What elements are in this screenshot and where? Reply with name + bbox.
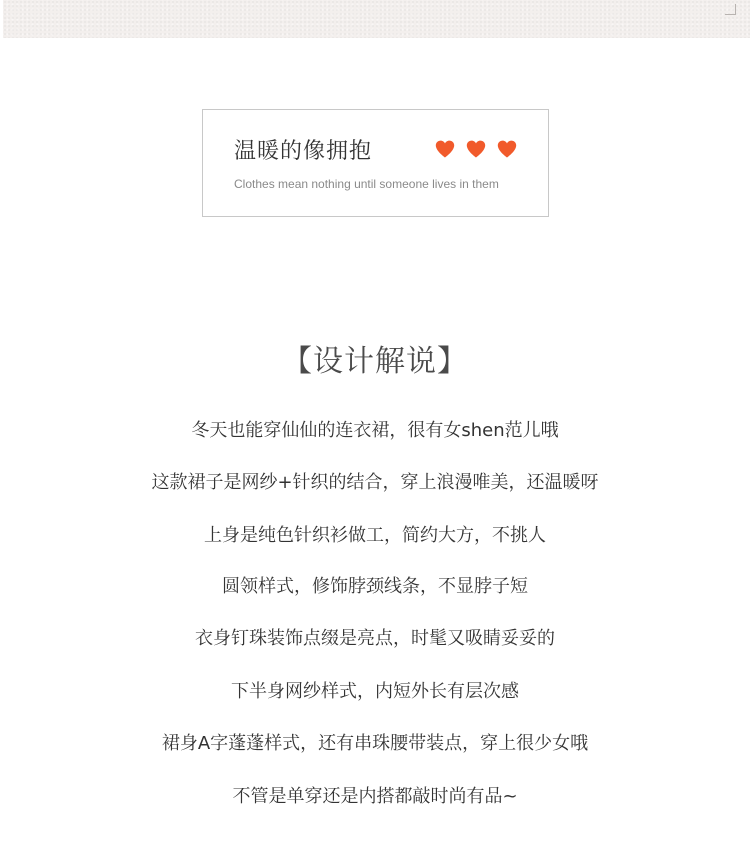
description-line: 裙身A字蓬蓬样式，还有串珠腰带装点，穿上很少女哦 bbox=[161, 733, 589, 754]
description-line: 不管是单穿还是内搭都敲时尚有品~ bbox=[232, 786, 518, 807]
card-title: 温暖的像拥抱 bbox=[234, 139, 373, 164]
description-line: 这款裙子是网纱+针织的结合，穿上浪漫唯美，还温暖呀 bbox=[151, 472, 599, 493]
description-line: 上身是纯色针织衫做工，简约大方，不挑人 bbox=[204, 525, 546, 546]
description-line: 冬天也能穿仙仙的连衣裙，很有女shen范儿哦 bbox=[191, 420, 559, 441]
description-line: 下半身网纱样式，内短外长有层次感 bbox=[231, 681, 519, 702]
top-texture-band bbox=[3, 0, 750, 38]
heart-icon bbox=[466, 140, 486, 158]
description-line: 衣身钉珠装饰点缀是亮点，时髦又吸睛妥妥的 bbox=[195, 628, 555, 649]
corner-mark-icon bbox=[725, 4, 736, 15]
heart-icon bbox=[435, 140, 455, 158]
quote-card bbox=[202, 109, 549, 217]
heart-icon bbox=[497, 140, 517, 158]
hearts-row bbox=[435, 140, 517, 160]
card-subtitle: Clothes mean nothing until someone lives in them bbox=[234, 177, 499, 191]
description-line: 圆领样式，修饰脖颈线条，不显脖子短 bbox=[222, 576, 528, 597]
section-heading: 【设计解说】 bbox=[282, 344, 468, 379]
